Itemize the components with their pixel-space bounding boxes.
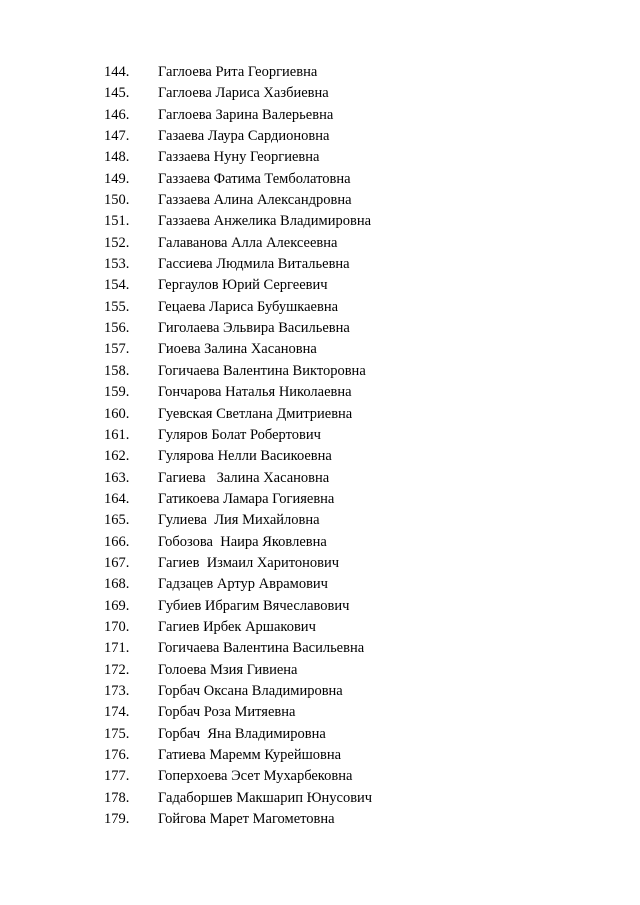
list-item	[0, 468, 640, 489]
list-item	[0, 702, 640, 723]
entry-number: 145.	[104, 85, 130, 102]
list-item	[0, 617, 640, 638]
entry-name: Горбач Роза Митяевна	[158, 704, 296, 721]
list-item	[0, 62, 640, 83]
entry-number: 159.	[104, 384, 130, 401]
entry-name: Гагиев Измаил Харитонович	[158, 554, 340, 571]
list-item	[0, 425, 640, 446]
entry-name: Гаглоева Лариса Хазбиевна	[158, 85, 329, 102]
list-item	[0, 339, 640, 360]
list-item	[0, 489, 640, 510]
entry-number: 162.	[104, 448, 130, 465]
entry-number: 154.	[104, 277, 130, 294]
list-item	[0, 766, 640, 787]
entry-number: 174.	[104, 704, 130, 721]
list-item	[0, 510, 640, 531]
entry-number: 168.	[104, 576, 130, 593]
entry-number: 160.	[104, 405, 130, 422]
list-item	[0, 638, 640, 659]
entry-number: 155.	[104, 298, 130, 315]
list-item	[0, 126, 640, 147]
list-item	[0, 574, 640, 595]
entry-name: Гаглоева Рита Георгиевна	[158, 64, 318, 80]
entry-number: 167.	[104, 554, 130, 571]
entry-name: Гергаулов Юрий Сергеевич	[158, 277, 328, 294]
entry-number: 171.	[104, 640, 130, 657]
name-list	[0, 62, 640, 830]
entry-name: Гулярова Нелли Васикоевна	[158, 448, 332, 465]
entry-number: 158.	[104, 362, 130, 379]
list-item	[0, 382, 640, 403]
entry-number: 161.	[104, 426, 130, 443]
entry-number: 156.	[104, 320, 130, 337]
list-item	[0, 297, 640, 318]
entry-number: 173.	[104, 682, 130, 699]
entry-name: Газзаева Анжелика Владимировна	[158, 213, 372, 230]
entry-name: Гадаборшев Макшарип Юнусович	[158, 789, 373, 806]
list-item	[0, 745, 640, 766]
list-item	[0, 147, 640, 168]
entry-number: 157.	[104, 341, 130, 358]
entry-name: Гуевская Светлана Дмитриевна	[158, 405, 353, 422]
entry-number: 165.	[104, 512, 130, 529]
entry-name: Газзаева Фатима Темболатовна	[158, 170, 351, 187]
entry-name: Гадзацев Артур Аврамович	[158, 576, 328, 593]
entry-name: Губиев Ибрагим Вячеславович	[158, 597, 350, 614]
entry-name: Гончарова Наталья Николаевна	[158, 384, 352, 401]
list-item	[0, 105, 640, 126]
entry-name: Гиголаева Эльвира Васильевна	[158, 320, 350, 337]
entry-number: 170.	[104, 618, 130, 635]
entry-name: Горбач Оксана Владимировна	[158, 682, 343, 699]
entry-name: Гагиева Залина Хасановна	[158, 469, 330, 486]
entry-name: Гиоева Залина Хасановна	[158, 341, 317, 358]
list-item	[0, 318, 640, 339]
entry-number: 175.	[104, 725, 130, 742]
entry-number: 148.	[104, 149, 130, 166]
entry-number: 169.	[104, 597, 130, 614]
entry-number: 144.	[104, 64, 130, 80]
list-item	[0, 788, 640, 809]
entry-number: 163.	[104, 469, 130, 486]
list-item	[0, 254, 640, 275]
entry-number: 150.	[104, 192, 130, 209]
list-item	[0, 724, 640, 745]
entry-number: 147.	[104, 128, 130, 145]
entry-number: 166.	[104, 533, 130, 550]
entry-name: Галаванова Алла Алексеевна	[158, 234, 338, 251]
entry-name: Гуляров Болат Робертович	[158, 426, 321, 443]
entry-name: Гагиев Ирбек Аршакович	[158, 618, 316, 635]
entry-name: Гаглоева Зарина Валерьевна	[158, 106, 334, 123]
list-item	[0, 275, 640, 296]
list-item	[0, 681, 640, 702]
entry-name: Голоева Мзия Гивиена	[158, 661, 298, 678]
list-item	[0, 361, 640, 382]
entry-number: 152.	[104, 234, 130, 251]
entry-number: 178.	[104, 789, 130, 806]
entry-name: Гатикоева Ламара Гогияевна	[158, 490, 335, 507]
list-item	[0, 532, 640, 553]
list-item	[0, 169, 640, 190]
entry-number: 153.	[104, 256, 130, 273]
list-item	[0, 83, 640, 104]
list-item	[0, 190, 640, 211]
entry-name: Гойгова Марет Магометовна	[158, 811, 335, 828]
entry-number: 146.	[104, 106, 130, 123]
entry-name: Гулиева Лия Михайловна	[158, 512, 320, 529]
entry-number: 151.	[104, 213, 130, 230]
list-item	[0, 809, 640, 830]
entry-name: Газзаева Алина Александровна	[158, 192, 352, 209]
list-item	[0, 596, 640, 617]
entry-name: Гассиева Людмила Витальевна	[158, 256, 350, 273]
list-item	[0, 211, 640, 232]
list-item	[0, 233, 640, 254]
list-item	[0, 553, 640, 574]
entry-number: 176.	[104, 747, 130, 763]
entry-name: Гобозова Наира Яковлевна	[158, 533, 327, 550]
list-item	[0, 404, 640, 425]
entry-name: Гатиева Маремм Курейшовна	[158, 747, 342, 763]
entry-number: 172.	[104, 661, 130, 678]
entry-name: Гоперхоева Эсет Мухарбековна	[158, 768, 353, 785]
entry-number: 149.	[104, 170, 130, 187]
entry-name: Горбач Яна Владимировна	[158, 725, 326, 742]
entry-name: Газаева Лаура Сардионовна	[158, 128, 330, 145]
entry-name: Гогичаева Валентина Викторовна	[158, 362, 366, 379]
entry-name: Гогичаева Валентина Васильевна	[158, 640, 365, 657]
list-item	[0, 446, 640, 467]
entry-number: 164.	[104, 490, 130, 507]
entry-number: 177.	[104, 768, 130, 785]
entry-name: Гецаева Лариса Бубушкаевна	[158, 298, 339, 315]
list-item	[0, 660, 640, 681]
entry-number: 179.	[104, 811, 130, 828]
entry-name: Газзаева Нуну Георгиевна	[158, 149, 320, 166]
